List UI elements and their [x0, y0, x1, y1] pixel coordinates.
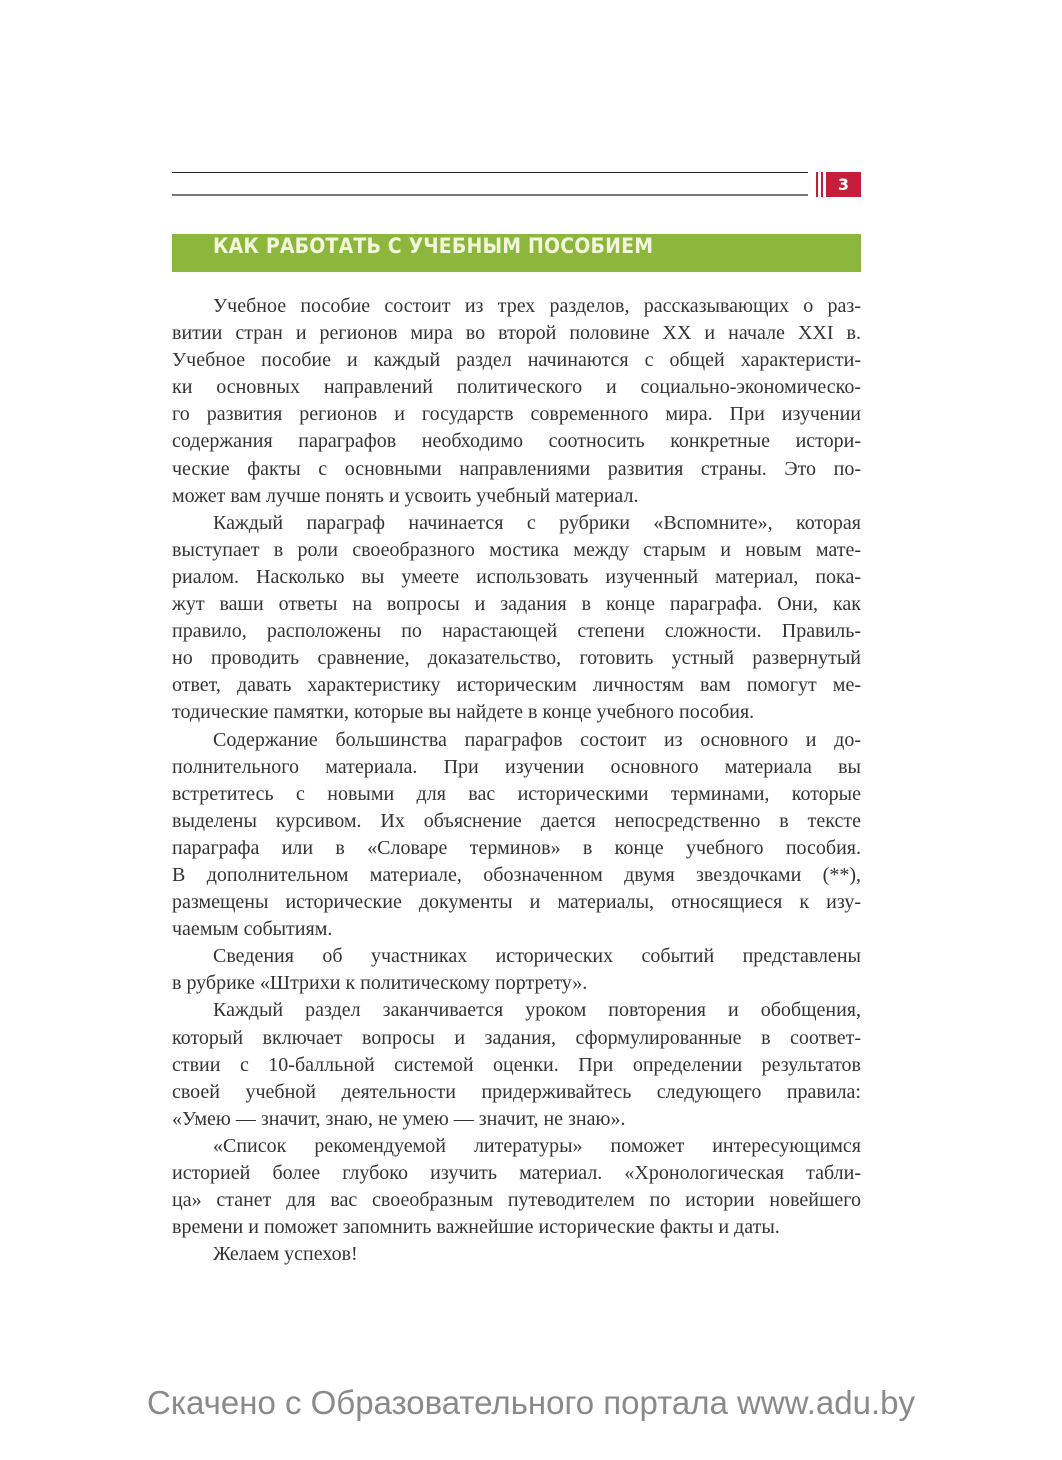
- section-title-banner: [172, 234, 861, 272]
- paragraph: [172, 997, 861, 1132]
- text-line: может вам лучше понять и усвоить учебный материал.: [172, 484, 639, 507]
- text-line: полнительного материала. При изучении основного материала вы: [172, 755, 861, 778]
- text-line: ответ, давать характеристику историческим личностям вам помогут ме-: [172, 674, 861, 697]
- body-text: [172, 293, 861, 1268]
- text-line: тодические памятки, которые вы найдете в конце учебного пособия.: [172, 701, 755, 724]
- text-line: Желаем успехов!: [213, 1243, 358, 1266]
- header-rule-top: [172, 172, 808, 173]
- paragraph: [172, 510, 861, 727]
- text-line: выделены курсивом. Их объяснение дается непосредственно в тексте: [172, 809, 861, 832]
- paragraph: [172, 1133, 861, 1241]
- text-line: риалом. Насколько вы умеете использовать изученный материал, пока-: [172, 565, 861, 588]
- text-line: содержания параграфов необходимо соотносить конкретные истори-: [172, 430, 861, 453]
- text-line: ческие факты с основными направлениями развития страны. Это по-: [172, 457, 861, 480]
- text-line: ца» станет для вас своеобразным путеводителем по истории новейшего: [172, 1189, 861, 1212]
- paragraph: [172, 943, 861, 997]
- page-number: 3: [826, 172, 861, 197]
- text-line: но проводить сравнение, доказательство, готовить устный развернутый: [172, 647, 861, 670]
- paragraph: [172, 727, 861, 944]
- text-line: «Умею — значит, знаю, не умею — значит, не знаю».: [172, 1107, 626, 1130]
- text-line: «Список рекомендуемой литературы» поможет интересующимся: [213, 1134, 861, 1157]
- text-line: встретитесь с новыми для вас историческими терминами, которые: [172, 782, 861, 805]
- text-line: в рубрике «Штрихи к политическому портрету».: [172, 972, 588, 995]
- paragraph: [172, 293, 861, 510]
- text-line: жут ваши ответы на вопросы и задания в конце параграфа. Они, как: [172, 593, 861, 616]
- text-line: историей более глубоко изучить материал. «Хронологическая табли-: [172, 1162, 861, 1184]
- text-line: витии стран и регионов мира во второй половине XX и начале XXI в.: [172, 322, 861, 345]
- text-line: своей учебной деятельности придерживайтесь следующего правила:: [172, 1080, 861, 1103]
- text-line: ствии с 10-балльной системой оценки. При определении результатов: [172, 1053, 861, 1076]
- text-line: времени и поможет запомнить важнейшие исторические факты и даты.: [172, 1216, 780, 1239]
- text-line: который включает вопросы и задания, сформулированные в соответ-: [172, 1026, 861, 1049]
- text-line: чаемым событиям.: [172, 918, 333, 941]
- text-line: параграфа или в «Словаре терминов» в конце учебного пособия.: [172, 836, 861, 859]
- header-rule-bottom: [172, 194, 808, 196]
- paragraph: [172, 1241, 861, 1268]
- text-line: правило, расположены по нарастающей степени сложности. Правиль-: [172, 620, 861, 643]
- text-line: В дополнительном материале, обозначенном двумя звездочками (**),: [172, 863, 861, 886]
- text-line: выступает в роли своеобразного мостика между старым и новым мате-: [172, 538, 861, 561]
- page-number-stripe: [821, 172, 823, 197]
- section-title: КАК РАБОТАТЬ С УЧЕБНЫМ ПОСОБИЕМ: [213, 234, 654, 258]
- text-line: Каждый раздел заканчивается уроком повторения и обобщения,: [213, 999, 861, 1022]
- text-line: Учебное пособие состоит из трех разделов, рассказывающих о раз-: [213, 295, 861, 317]
- download-watermark: Скачено с Образовательного портала www.adu.by: [147, 1384, 915, 1421]
- text-line: Содержание большинства параграфов состоит из основного и до-: [213, 728, 861, 751]
- text-line: Каждый параграф начинается с рубрики «Вспомните», которая: [213, 511, 861, 534]
- page-number-stripe: [816, 172, 818, 197]
- text-line: размещены исторические документы и материалы, относящиеся к изу-: [172, 891, 861, 914]
- text-line: Учебное пособие и каждый раздел начинаются с общей характеристи-: [172, 349, 861, 372]
- text-line: Сведения об участниках исторических событий представлены: [213, 945, 861, 968]
- text-line: го развития регионов и государств современного мира. При изучении: [172, 403, 861, 426]
- text-line: ки основных направлений политического и социально-экономическо-: [172, 376, 861, 399]
